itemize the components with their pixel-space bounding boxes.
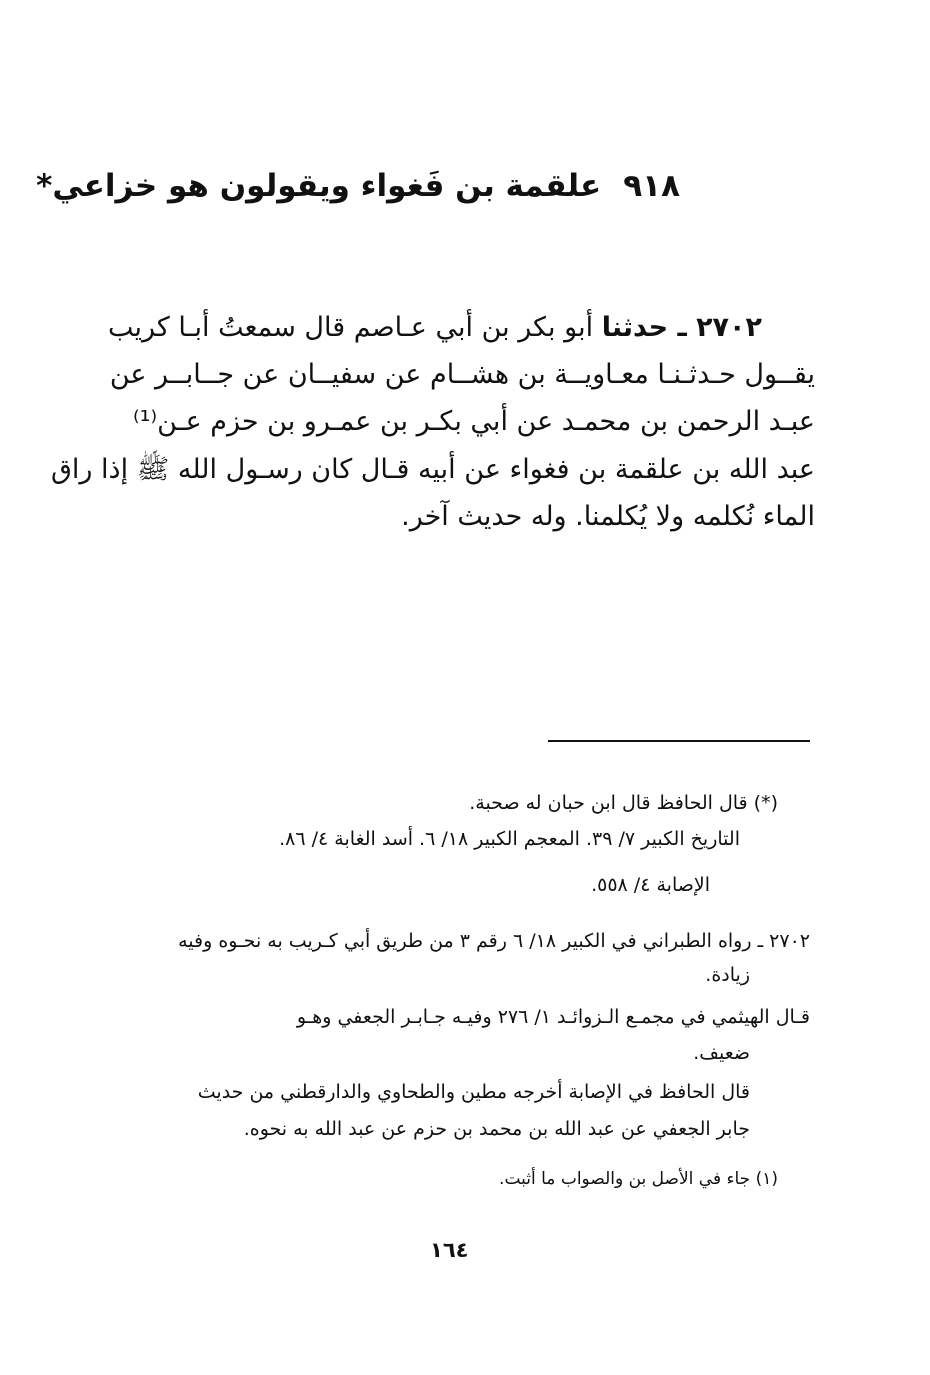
hadith-line-1 (108, 310, 762, 346)
footnote-hadith-line-1: ٢٧٠٢ ـ رواه الطبراني في الكبير ١٨/ ٦ رقم ٣ من طريق أبي كـريب به نحـوه وفيه (178, 930, 810, 952)
hadith-line-2: يقــول حـدثـنـا معـاويــة بن هشــام عن سفيــان عن جــابــر عن (109, 359, 815, 390)
entry-number: ٩١٨ (623, 168, 680, 204)
footnote-hadith-line-5: قال الحافظ في الإصابة أخرجه مطين والطحاوي والدارقطني من حديث (197, 1081, 750, 1103)
hadith-line-1-text: أبو بكر بن أبي عـاصم قال سمعتُ أبـا كريب (107, 312, 602, 343)
footnote-hadith-line-6: جابر الجعفي عن عبد الله بن محمد بن حزم عن عبد الله به نحوه. (243, 1118, 750, 1140)
hadith-line-5: الماء نُكلمه ولا يُكلمنا. وله حديث آخر. (401, 501, 815, 532)
page-heading (36, 166, 680, 206)
footnote-hadith-line-4: ضعيف. (693, 1042, 750, 1064)
footnote-1: (١) جاء في الأصل بن والصواب ما أثبت. (499, 1169, 778, 1189)
hadith-number-prefix: ٢٧٠٢ ـ حدثنا (601, 312, 762, 343)
entry-title: علقمة بن فَغواء ويقولون هو خزاعي* (36, 168, 602, 204)
page-number: ١٦٤ (430, 1238, 469, 1262)
footnote-star-line-3: الإصابة ٤/ ٥٥٨. (591, 874, 710, 896)
footnote-star-line-1: (*) قال الحافظ قال ابن حبان له صحبة. (469, 792, 778, 814)
hadith-line-3: عبـد الرحمن بن محمـد عن أبي بكـر بن عمـرو بن حزم عـن⁽¹⁾ (133, 406, 815, 437)
footnote-hadith-line-3: قـال الهيثمي في مجمـع الـزوائـد ١/ ٢٧٦ وفيـه جـابـر الجعفي وهـو (296, 1006, 810, 1028)
footnote-hadith-line-2: زيادة. (705, 964, 750, 986)
hadith-line-4: عبد الله بن علقمة بن فغواء عن أبيه قـال كان رسـول الله ﷺ إذا راق (50, 454, 815, 485)
footnote-star-line-2: التاريخ الكبير ٧/ ٣٩. المعجم الكبير ١٨/ ٦. أسد الغابة ٤/ ٨٦. (279, 828, 740, 850)
footnote-separator (548, 740, 810, 742)
